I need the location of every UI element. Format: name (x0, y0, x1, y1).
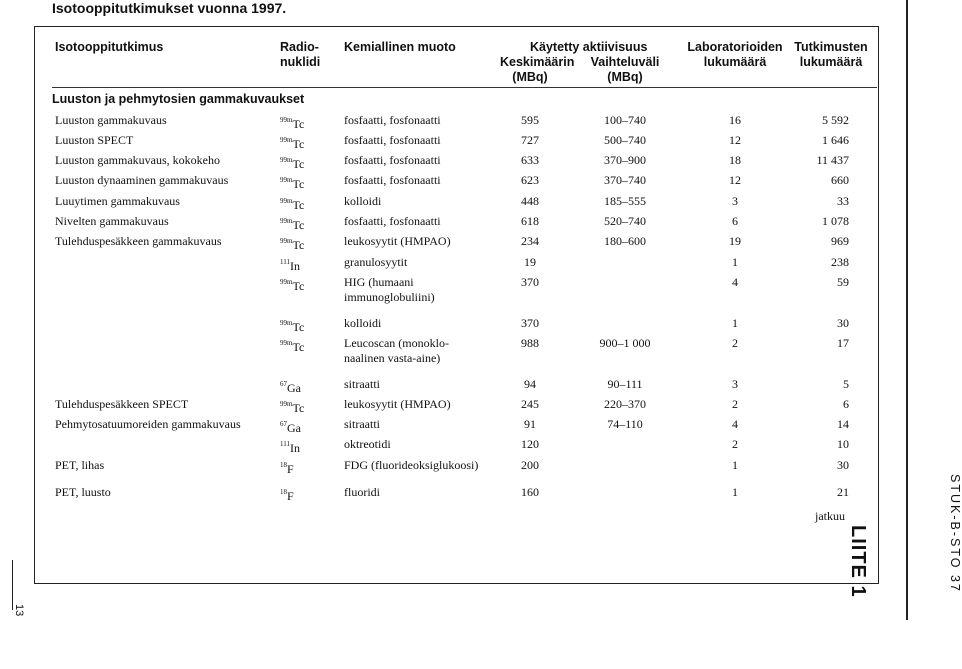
lab-count: 2 (732, 397, 738, 411)
study-count: 33 (837, 194, 849, 208)
activity-range: 180–600 (604, 234, 646, 248)
nuclide-mass: 99m (280, 156, 293, 164)
appendix-label: LIITE 1 (847, 525, 869, 598)
activity-mean: 370 (521, 316, 539, 330)
study-name: PET, luusto (55, 485, 111, 499)
activity-mean: 160 (521, 485, 539, 499)
margin-rule (906, 0, 908, 620)
activity-mean: 623 (521, 173, 539, 187)
nuclide-mass: 99m (280, 217, 293, 225)
header-nuclide-l2: nuklidi (280, 55, 321, 69)
chemical-form-line2: immunoglobuliini) (344, 290, 435, 304)
activity-mean: 200 (521, 458, 539, 472)
study-name: Tulehduspesäkkeen gammakuvaus (55, 234, 222, 248)
nuclide-symbol: Tc (292, 238, 305, 252)
nuclide-symbol: Tc (292, 279, 305, 293)
nuclide-symbol: Tc (292, 198, 305, 212)
nuclide-symbol: Tc (292, 117, 305, 131)
nuclide (280, 113, 304, 132)
lab-count: 1 (732, 485, 738, 499)
activity-mean: 245 (521, 397, 539, 411)
header-studies-l1: Tutkimusten (794, 40, 868, 54)
nuclide (280, 485, 294, 504)
nuclide-mass: 99m (280, 136, 293, 144)
page-number: 13 (13, 604, 25, 617)
nuclide-symbol: Tc (292, 320, 305, 334)
nuclide-symbol: Ga (287, 381, 301, 395)
study-count: 5 592 (822, 113, 849, 127)
chemical-form: fosfaatti, fosfonaatti (344, 133, 441, 147)
activity-range: 900–1 000 (599, 336, 651, 350)
activity-range: 500–740 (604, 133, 646, 147)
activity-range: 220–370 (604, 397, 646, 411)
nuclide-mass: 67 (280, 420, 287, 428)
activity-range: 520–740 (604, 214, 646, 228)
activity-mean: 91 (524, 417, 536, 431)
study-count: 11 437 (816, 153, 849, 167)
header-mean-l1: Keskimäärin (500, 55, 575, 69)
nuclide (280, 458, 294, 477)
nuclide (280, 133, 304, 152)
header-divider (52, 87, 877, 88)
header-activity: Käytetty aktiivisuus (530, 40, 648, 54)
activity-range: 185–555 (604, 194, 646, 208)
lab-count: 1 (732, 255, 738, 269)
activity-mean: 370 (521, 275, 539, 289)
page-title: Isotooppitutkimukset vuonna 1997. (52, 0, 287, 16)
header-form: Kemiallinen muoto (344, 40, 456, 54)
nuclide-mass: 99m (280, 116, 293, 124)
study-name: Luuston SPECT (55, 133, 134, 147)
nuclide (280, 417, 301, 436)
study-count: 59 (837, 275, 849, 289)
lab-count: 3 (732, 194, 738, 208)
study-count: 21 (837, 485, 849, 499)
study-name: Pehmytosatuumoreiden gammakuvaus (55, 417, 241, 431)
nuclide-mass: 18 (280, 461, 287, 469)
activity-range: 90–111 (607, 377, 643, 391)
nuclide (280, 173, 304, 192)
activity-mean: 618 (521, 214, 539, 228)
nuclide (280, 336, 304, 355)
nuclide-mass: 99m (280, 339, 293, 347)
nuclide-symbol: Ga (287, 421, 301, 435)
chemical-form: fosfaatti, fosfonaatti (344, 113, 441, 127)
study-count: 660 (831, 173, 849, 187)
nuclide-symbol: F (287, 462, 294, 476)
study-count: 969 (831, 234, 849, 248)
header-study: Isotooppitutkimus (55, 40, 164, 54)
chemical-form: sitraatti (344, 377, 380, 391)
nuclide-symbol: Tc (292, 218, 305, 232)
nuclide-symbol: In (289, 259, 300, 273)
nuclide (280, 255, 300, 274)
chemical-form: fosfaatti, fosfonaatti (344, 173, 441, 187)
header-labs-l1: Laboratorioiden (687, 40, 783, 54)
nuclide-mass: 99m (280, 176, 293, 184)
study-name: Luuston gammakuvaus, kokokeho (55, 153, 220, 167)
lab-count: 12 (729, 173, 741, 187)
lab-count: 1 (732, 458, 738, 472)
chemical-form: leukosyytit (HMPAO) (344, 234, 451, 248)
report-code: STUK-B-STO 37 (948, 474, 962, 593)
chemical-form: leukosyytit (HMPAO) (344, 397, 451, 411)
chemical-form: sitraatti (344, 417, 380, 431)
lab-count: 2 (732, 437, 738, 451)
nuclide (280, 234, 304, 253)
nuclide-mass: 18 (280, 488, 287, 496)
activity-range: 370–740 (604, 173, 646, 187)
study-count: 5 (843, 377, 849, 391)
nuclide-mass: 99m (280, 400, 293, 408)
lab-count: 6 (732, 214, 738, 228)
activity-mean: 727 (521, 133, 539, 147)
lab-count: 4 (732, 417, 738, 431)
chemical-form: FDG (fluorideoksiglukoosi) (344, 458, 479, 472)
study-name: Tulehduspesäkkeen SPECT (55, 397, 189, 411)
chemical-form: fosfaatti, fosfonaatti (344, 153, 441, 167)
nuclide-mass: 67 (280, 380, 287, 388)
section-heading: Luuston ja pehmytosien gammakuvaukset (52, 92, 305, 106)
lab-count: 19 (729, 234, 741, 248)
nuclide (280, 377, 301, 396)
nuclide-symbol: Tc (292, 137, 305, 151)
chemical-form-line2: naalinen vasta-aine) (344, 351, 441, 365)
nuclide-symbol: Tc (292, 177, 305, 191)
activity-mean: 988 (521, 336, 539, 350)
study-name: Luuston dynaaminen gammakuvaus (55, 173, 229, 187)
activity-range: 74–110 (607, 417, 643, 431)
study-count: 1 078 (822, 214, 849, 228)
activity-mean: 595 (521, 113, 539, 127)
activity-mean: 120 (521, 437, 539, 451)
nuclide-mass: 111 (280, 440, 290, 448)
nuclide-mass: 99m (280, 319, 293, 327)
lab-count: 12 (729, 133, 741, 147)
lab-count: 2 (732, 336, 738, 350)
chemical-form: fosfaatti, fosfonaatti (344, 214, 441, 228)
nuclide (280, 437, 300, 456)
nuclide-symbol: Tc (292, 157, 305, 171)
activity-mean: 19 (524, 255, 536, 269)
study-count: 17 (837, 336, 849, 350)
study-name: Nivelten gammakuvaus (55, 214, 169, 228)
header-mean-l2: (MBq) (512, 70, 548, 84)
nuclide (280, 316, 304, 335)
nuclide-symbol: F (287, 489, 294, 503)
chemical-form: kolloidi (344, 194, 382, 208)
lab-count: 16 (729, 113, 741, 127)
page-number-rule (12, 560, 13, 610)
header-labs-l2: lukumäärä (703, 55, 767, 69)
activity-mean: 234 (521, 234, 539, 248)
study-count: 14 (837, 417, 849, 431)
chemical-form: fluoridi (344, 485, 380, 499)
activity-mean: 633 (521, 153, 539, 167)
table-frame (34, 26, 879, 584)
header-range-l1: Vaihteluväli (590, 55, 660, 69)
header-range-l2: (MBq) (607, 70, 643, 84)
nuclide-mass: 99m (280, 278, 293, 286)
chemical-form: kolloidi (344, 316, 382, 330)
nuclide-mass: 111 (280, 258, 290, 266)
study-count: 238 (831, 255, 849, 269)
lab-count: 18 (729, 153, 741, 167)
study-count: 1 646 (822, 133, 849, 147)
study-name: Luuston gammakuvaus (55, 113, 167, 127)
chemical-form: Leucoscan (monoklo- (344, 336, 449, 350)
chemical-form: oktreotidi (344, 437, 391, 451)
activity-mean: 94 (524, 377, 536, 391)
nuclide (280, 153, 304, 172)
study-count: 30 (837, 458, 849, 472)
continued-label: jatkuu (815, 509, 845, 523)
lab-count: 4 (732, 275, 738, 289)
nuclide (280, 275, 304, 294)
nuclide-symbol: Tc (292, 401, 305, 415)
study-name: PET, lihas (55, 458, 105, 472)
study-count: 30 (837, 316, 849, 330)
chemical-form: HIG (humaani (344, 275, 414, 289)
nuclide (280, 397, 304, 416)
chemical-form: granulosyytit (344, 255, 408, 269)
nuclide-symbol: Tc (292, 340, 305, 354)
nuclide-mass: 99m (280, 237, 293, 245)
study-count: 10 (837, 437, 849, 451)
activity-range: 370–900 (604, 153, 646, 167)
nuclide-mass: 99m (280, 197, 293, 205)
header-nuclide-l1: Radio- (280, 40, 319, 54)
lab-count: 1 (732, 316, 738, 330)
activity-range: 100–740 (604, 113, 646, 127)
header-studies-l2: lukumäärä (799, 55, 863, 69)
study-name: Luuytimen gammakuvaus (55, 194, 180, 208)
activity-mean: 448 (521, 194, 539, 208)
study-count: 6 (843, 397, 849, 411)
nuclide (280, 194, 304, 213)
lab-count: 3 (732, 377, 738, 391)
nuclide (280, 214, 304, 233)
nuclide-symbol: In (289, 441, 300, 455)
